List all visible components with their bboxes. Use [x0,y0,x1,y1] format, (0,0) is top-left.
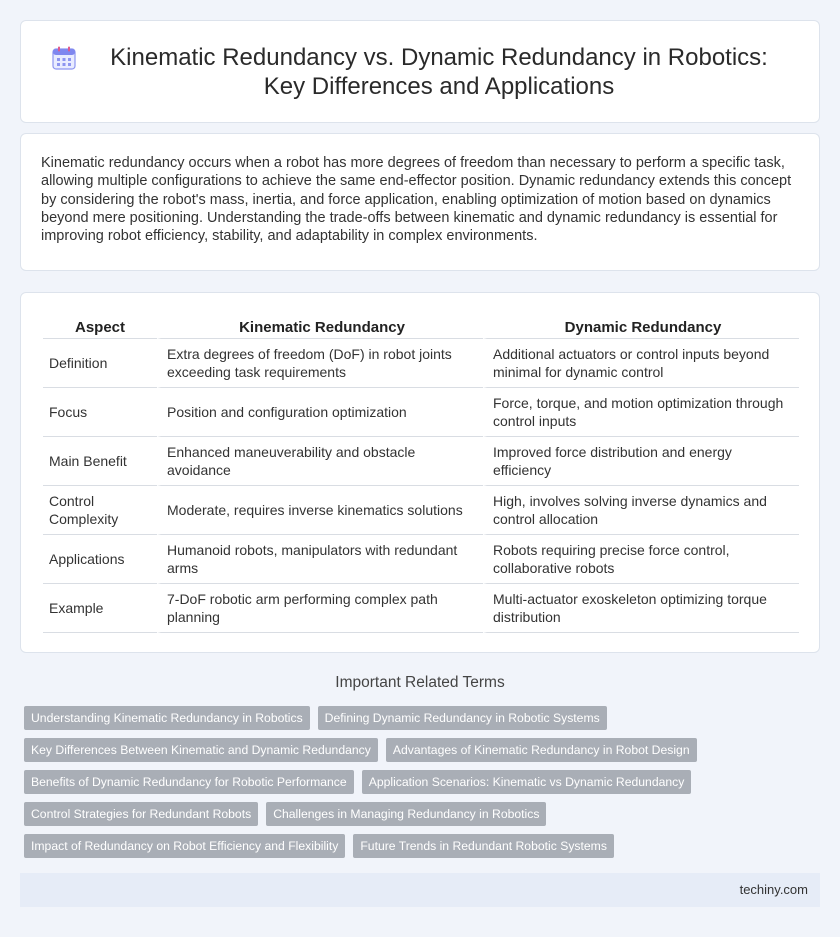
table-cell: Focus [43,388,157,437]
header-kinematic: Kinematic Redundancy [157,311,483,339]
related-terms-list [24,706,724,866]
related-term-tag[interactable]: Application Scenarios: Kinematic vs Dynamic Redundancy [362,770,692,794]
table-cell: Additional actuators or control inputs beyond minimal for dynamic control [483,339,799,388]
table-row [43,437,799,486]
comparison-table [43,311,799,633]
table-cell: Control Complexity [43,486,157,535]
table-cell: Example [43,584,157,633]
table-cell: Improved force distribution and energy efficiency [483,437,799,486]
intro-paragraph: Kinematic redundancy occurs when a robot has more degrees of freedom than necessary to perform a specific task, allowing multiple configurations to achieve the same end-effector position. Dynamic redundancy extends this concept by considering the robot's mass, inertia, and force application, enabling optimization of motion based on dynamics beyond mere positioning. Understanding the trade-offs between kinematic and dynamic redundancy is essential for improving robot efficiency, stability, and adaptability in complex environments. [41,155,792,245]
related-term-tag[interactable]: Understanding Kinematic Redundancy in Robotics [24,706,310,730]
table-cell: Enhanced maneuverability and obstacle avoidance [157,437,483,486]
table-cell: Definition [43,339,157,388]
comparison-table-card [20,292,820,653]
intro-card [20,133,820,271]
table-row [43,584,799,633]
header-card [20,20,820,123]
table-cell: Applications [43,535,157,584]
table-cell: 7-DoF robotic arm performing complex path planning [157,584,483,633]
footer-site-link[interactable]: techiny.com [739,882,808,897]
related-term-tag[interactable]: Defining Dynamic Redundancy in Robotic Systems [318,706,607,730]
table-cell: Humanoid robots, manipulators with redundant arms [157,535,483,584]
table-cell: High, involves solving inverse dynamics and control allocation [483,486,799,535]
table-cell: Extra degrees of freedom (DoF) in robot joints exceeding task requirements [157,339,483,388]
header-aspect: Aspect [43,311,157,339]
related-term-tag[interactable]: Impact of Redundancy on Robot Efficiency and Flexibility [24,834,345,858]
table-row [43,486,799,535]
table-row [43,535,799,584]
footer [20,873,820,907]
related-term-tag[interactable]: Future Trends in Redundant Robotic Systems [353,834,614,858]
table-cell: Position and configuration optimization [157,388,483,437]
table-row [43,388,799,437]
table-row [43,339,799,388]
table-cell: Moderate, requires inverse kinematics solutions [157,486,483,535]
table-cell: Force, torque, and motion optimization through control inputs [483,388,799,437]
table-cell: Main Benefit [43,437,157,486]
related-term-tag[interactable]: Key Differences Between Kinematic and Dynamic Redundancy [24,738,378,762]
related-term-tag[interactable]: Challenges in Managing Redundancy in Robotics [266,802,546,826]
related-terms-heading: Important Related Terms [335,674,505,691]
calendar-icon [51,45,77,71]
related-term-tag[interactable]: Benefits of Dynamic Redundancy for Robotic Performance [24,770,354,794]
table-cell: Robots requiring precise force control, collaborative robots [483,535,799,584]
related-term-tag[interactable]: Control Strategies for Redundant Robots [24,802,258,826]
table-cell: Multi-actuator exoskeleton optimizing torque distribution [483,584,799,633]
table-header-row [43,311,799,339]
related-term-tag[interactable]: Advantages of Kinematic Redundancy in Robot Design [386,738,697,762]
page-title: Kinematic Redundancy vs. Dynamic Redundancy in Robotics: Key Differences and Applications [110,43,768,100]
header-dynamic: Dynamic Redundancy [483,311,799,339]
